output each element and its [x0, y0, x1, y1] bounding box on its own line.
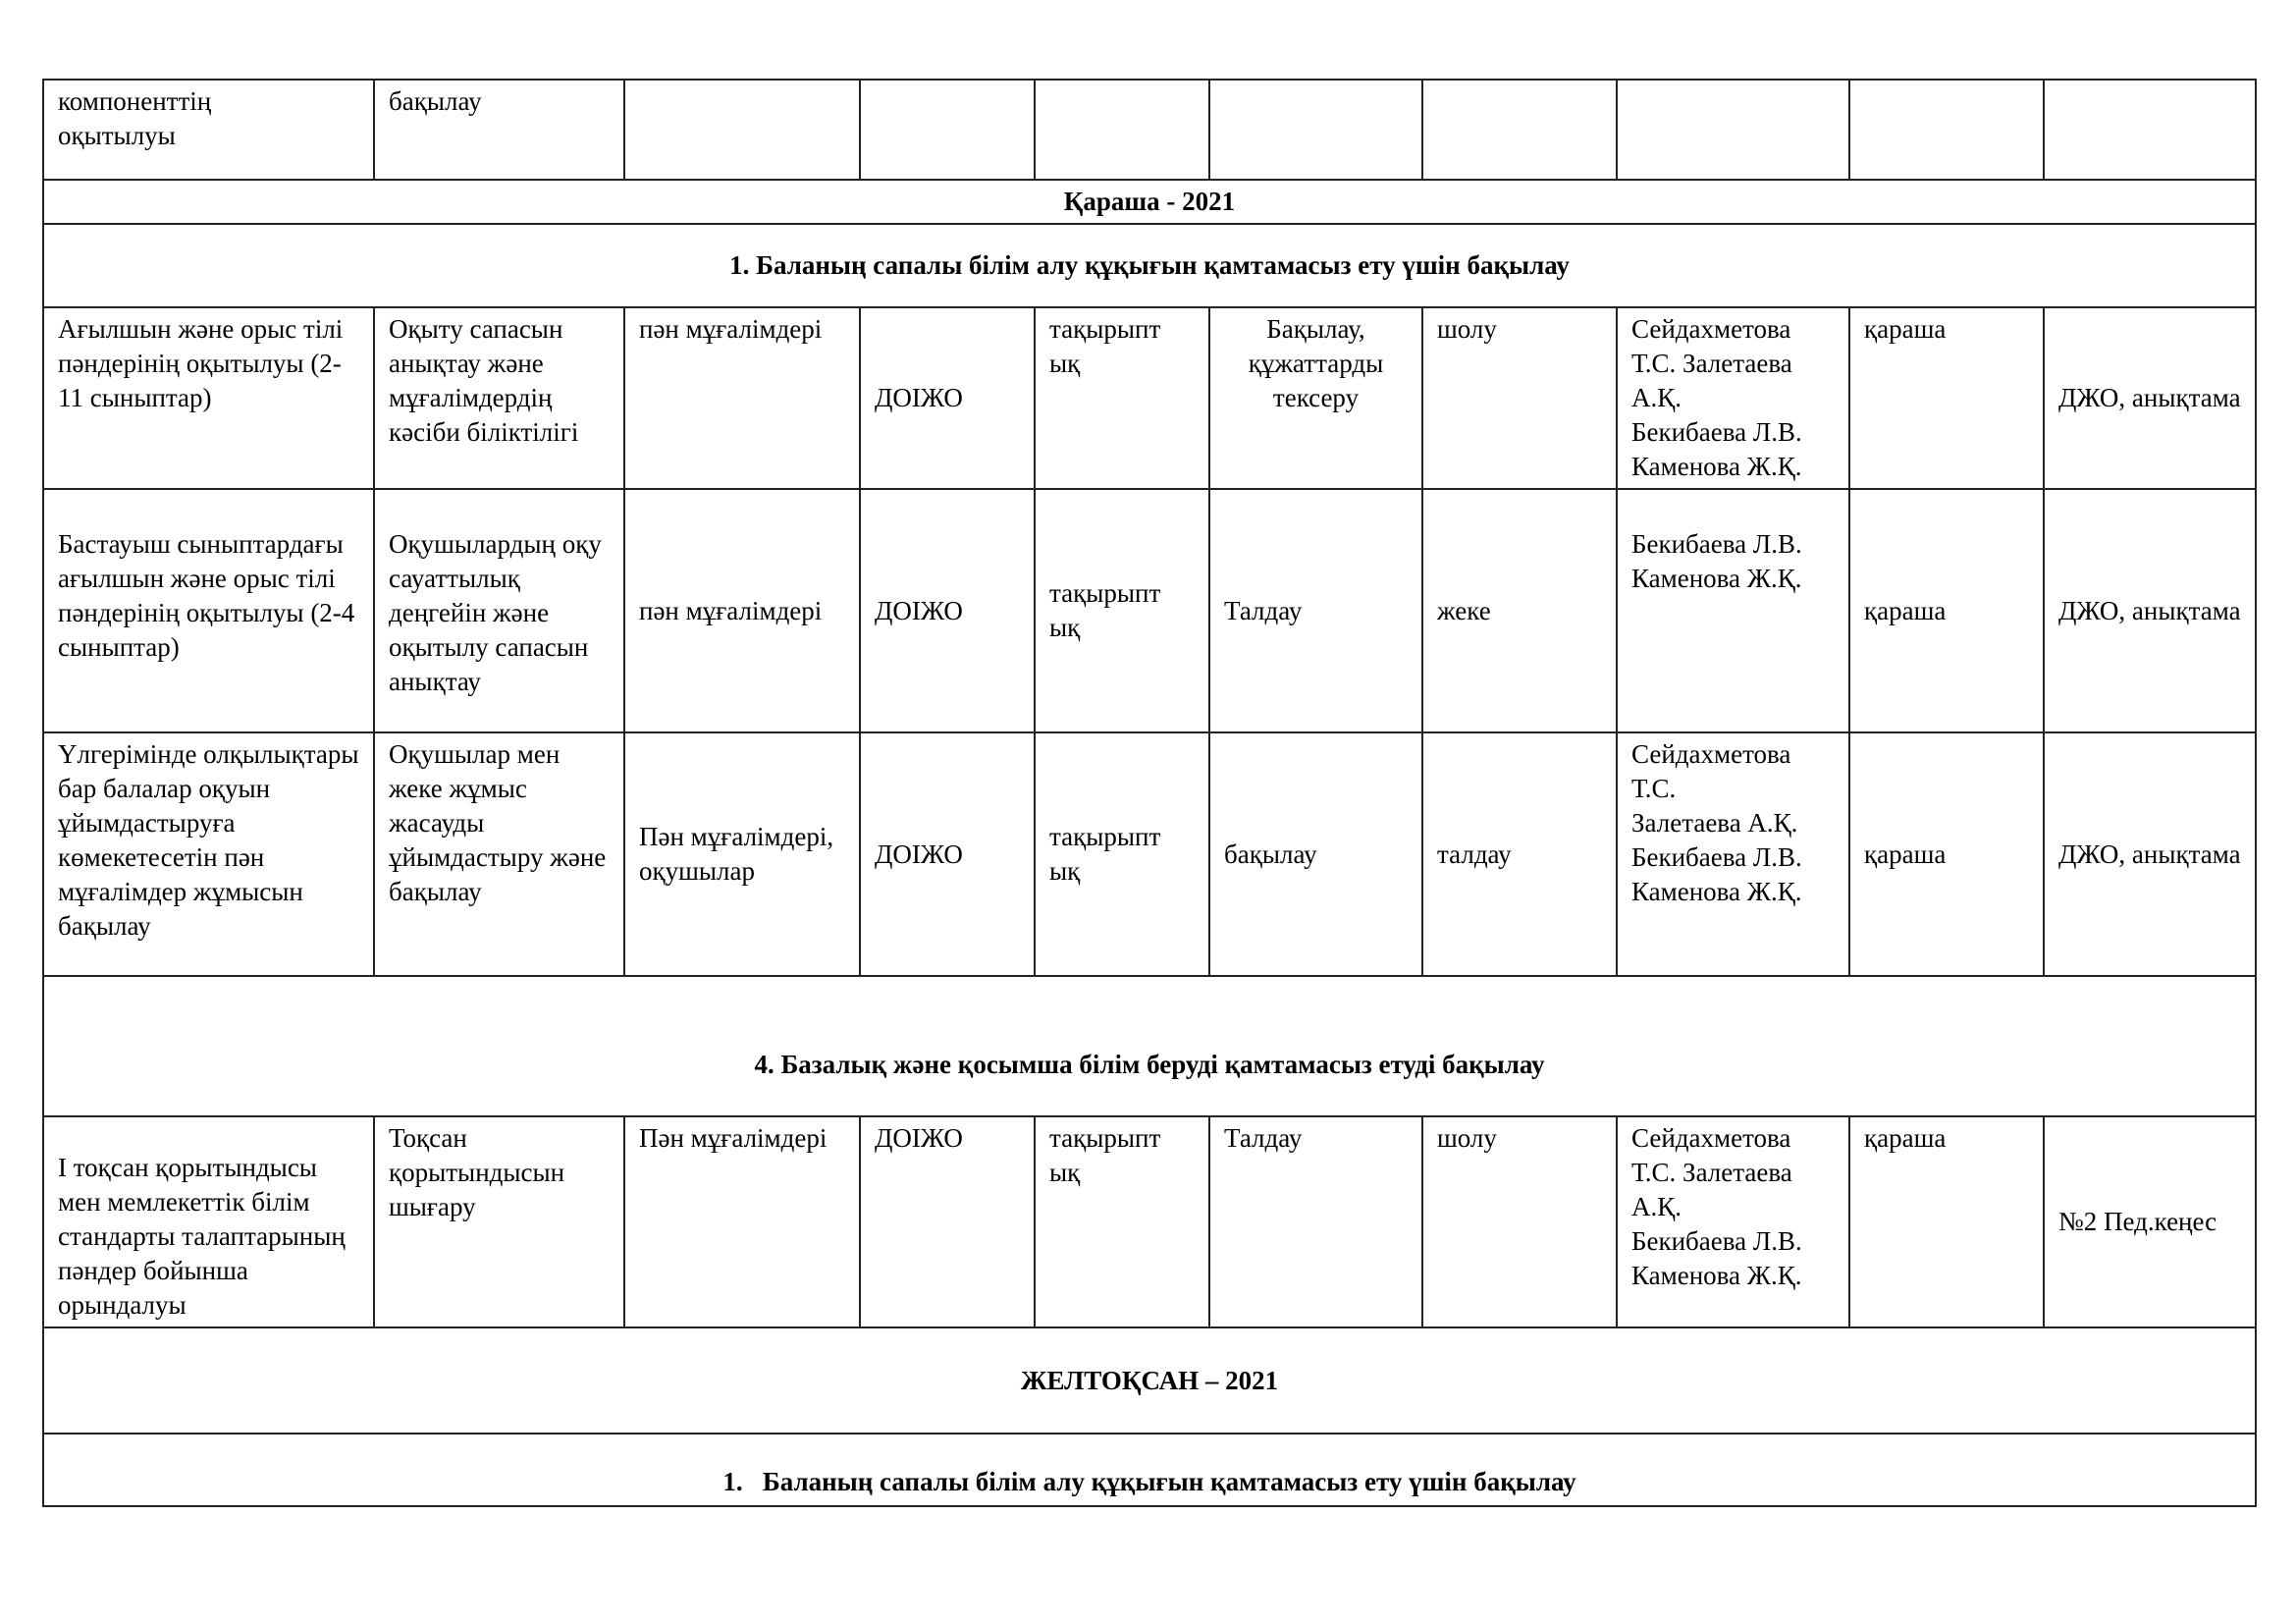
- cell-kind: [1422, 80, 1617, 180]
- cell-type: тақырыпт ық: [1035, 307, 1209, 489]
- cell-topic: Ағылшын және орыс тілі пәндерінің оқытылуы (2-11 сыныптар): [43, 307, 374, 489]
- cell-goal: Оқыту сапасын анықтау және мұғалімдердің кәсіби біліктілігі: [374, 307, 624, 489]
- cell-goal: Оқушылардың оқу сауаттылық деңгейін және оқытылу сапасын анықтау: [374, 489, 624, 732]
- cell-result: ДЖО, анықтама: [2044, 307, 2256, 489]
- cell-date: қараша: [1849, 732, 2044, 976]
- month-heading-december: ЖЕЛТОҚСАН – 2021: [43, 1327, 2256, 1434]
- document-page: [42, 79, 2255, 1507]
- cell-method: Талдау: [1209, 489, 1422, 732]
- table-row-continued: [43, 80, 2256, 180]
- cell-result: №2 Пед.кеңес: [2044, 1116, 2256, 1327]
- cell-object: [624, 80, 860, 180]
- cell-object: пән мұғалімдері: [624, 307, 860, 489]
- cell-form: [860, 80, 1035, 180]
- cell-kind: шолу: [1422, 307, 1617, 489]
- cell-responsible: Бекибаева Л.В. Каменова Ж.Қ.: [1617, 489, 1849, 732]
- cell-object: Пән мұғалімдері, оқушылар: [624, 732, 860, 976]
- section-header-row: [43, 1434, 2256, 1506]
- cell-kind: талдау: [1422, 732, 1617, 976]
- cell-result: ДЖО, анықтама: [2044, 489, 2256, 732]
- cell-goal: Оқушылар мен жеке жұмыс жасауды ұйымдастыру және бақылау: [374, 732, 624, 976]
- cell-type: [1035, 80, 1209, 180]
- month-heading-november: Қараша - 2021: [43, 180, 2256, 224]
- cell-responsible: [1617, 80, 1849, 180]
- cell-kind: жеке: [1422, 489, 1617, 732]
- cell-method: Талдау: [1209, 1116, 1422, 1327]
- month-header-row: [43, 180, 2256, 224]
- cell-date: [1849, 80, 2044, 180]
- cell-type: тақырыпт ық: [1035, 1116, 1209, 1327]
- cell-object: Пән мұғалімдері: [624, 1116, 860, 1327]
- cell-form: ДОІЖО: [860, 1116, 1035, 1327]
- section-heading-1: 1. Баланың сапалы білім алу құқығын қамтамасыз ету үшін бақылау: [43, 224, 2256, 307]
- cell-method: бақылау: [1209, 732, 1422, 976]
- cell-goal: бақылау: [374, 80, 624, 180]
- cell-responsible: Сейдахметова Т.С. Залетаева А.Қ. Бекибаева Л.В. Каменова Ж.Қ.: [1617, 732, 1849, 976]
- cell-topic: І тоқсан қорытындысы мен мемлекеттік білім стандарты талаптарының пәндер бойынша орындалуы: [43, 1116, 374, 1327]
- cell-object: пән мұғалімдері: [624, 489, 860, 732]
- cell-method: [1209, 80, 1422, 180]
- cell-result: ДЖО, анықтама: [2044, 732, 2256, 976]
- section-header-row: [43, 976, 2256, 1116]
- cell-form: ДОІЖО: [860, 489, 1035, 732]
- cell-method: Бақылау, құжаттарды тексеру: [1209, 307, 1422, 489]
- cell-responsible: Сейдахметова Т.С. Залетаева А.Қ. Бекибаева Л.В. Каменова Ж.Қ.: [1617, 1116, 1849, 1327]
- cell-responsible: Сейдахметова Т.С. Залетаева А.Қ. Бекибаева Л.В. Каменова Ж.Қ.: [1617, 307, 1849, 489]
- cell-form: ДОІЖО: [860, 307, 1035, 489]
- cell-topic: компоненттің оқытылуы: [43, 80, 374, 180]
- section-heading-1-december: 1. Баланың сапалы білім алу құқығын қамтамасыз ету үшін бақылау: [43, 1434, 2256, 1506]
- cell-kind: шолу: [1422, 1116, 1617, 1327]
- cell-result: [2044, 80, 2256, 180]
- cell-form: ДОІЖО: [860, 732, 1035, 976]
- cell-type: тақырыпт ық: [1035, 489, 1209, 732]
- table-row: [43, 732, 2256, 976]
- cell-date: қараша: [1849, 1116, 2044, 1327]
- cell-goal: Тоқсан қорытындысын шығару: [374, 1116, 624, 1327]
- control-plan-table: [42, 79, 2257, 1507]
- table-row: [43, 307, 2256, 489]
- cell-date: қараша: [1849, 307, 2044, 489]
- cell-date: қараша: [1849, 489, 2044, 732]
- cell-topic: Бастауыш сыныптардағы ағылшын және орыс тілі пәндерінің оқытылуы (2-4 сыныптар): [43, 489, 374, 732]
- table-row: [43, 1116, 2256, 1327]
- cell-topic: Үлгерімінде олқылықтары бар балалар оқуын ұйымдастыруға көмекетесетін пән мұғалімдер жұмысын бақылау: [43, 732, 374, 976]
- month-header-row: [43, 1327, 2256, 1434]
- section-header-row: [43, 224, 2256, 307]
- table-row: [43, 489, 2256, 732]
- cell-type: тақырыпт ық: [1035, 732, 1209, 976]
- section-heading-4: 4. Базалық және қосымша білім беруді қамтамасыз етуді бақылау: [43, 976, 2256, 1116]
